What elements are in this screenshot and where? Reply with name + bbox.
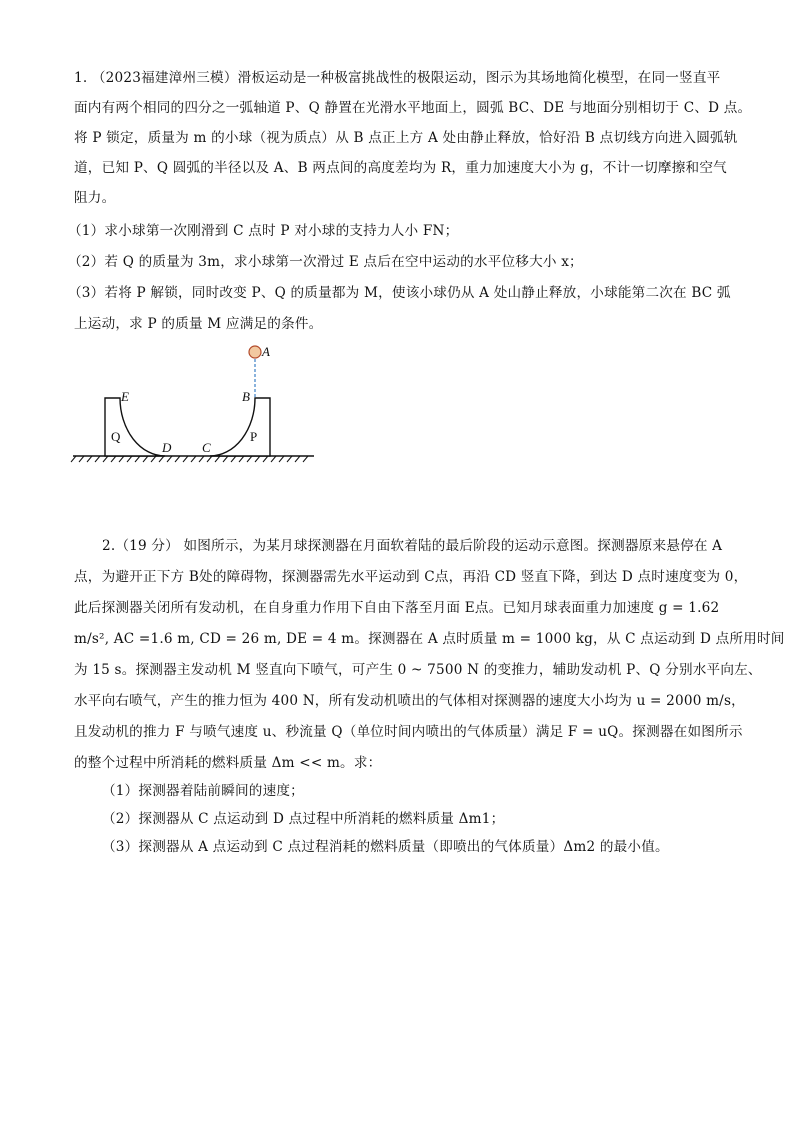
label-p: P bbox=[250, 429, 258, 444]
p1-question-2: （2）若 Q 的质量为 3m，求小球第一次滑过 E 点后在空中运动的水平位移大小 x； bbox=[68, 254, 583, 270]
label-d: D bbox=[162, 440, 172, 455]
p2-line-7: 且发动机的推力 F 与喷气速度 u、秒流量 Q（单位时间内喷出的气体质量）满足 F = uQ。探测器在如图所示 bbox=[74, 724, 743, 740]
p1-line-2: 面内有两个相同的四分之一弧轴道 P、Q 静置在光滑水平地面上，圆弧 BC、DE 与地面分别相切于 C、D 点。 bbox=[74, 100, 752, 116]
track-p bbox=[210, 398, 270, 456]
skate-track-figure bbox=[70, 340, 320, 470]
p1-line-4: 道，已知 P、Q 圆弧的半径以及 A、B 两点间的高度差均为 R，重力加速度大小为 g，不计一切摩擦和空气 bbox=[74, 160, 727, 176]
p2-line-8: 的整个过程中所消耗的燃料质量 Δm << m。求： bbox=[74, 755, 382, 771]
p1-line-9: 上运动，求 P 的质量 M 应满足的条件。 bbox=[74, 316, 323, 332]
p2-question-2: （2）探测器从 C 点运动到 D 点过程中所消耗的燃料质量 Δm1； bbox=[102, 811, 505, 827]
p1-question-1: （1）求小球第一次刚滑到 C 点时 P 对小球的支持力人小 FN； bbox=[68, 223, 459, 239]
p2-line-2: 点，为避开正下方 B处的障碍物，探测器需先水平运动到 C点，再沿 CD 竖直下降，到达 D 点时速度变为 0， bbox=[74, 569, 748, 585]
p2-line-5: 为 15 s。探测器主发动机 M 竖直向下喷气，可产生 0 ~ 7500 N 的变推力，辅助发动机 P、Q 分别水平向左、 bbox=[74, 662, 762, 678]
label-b: B bbox=[242, 389, 250, 404]
label-a: A bbox=[262, 344, 270, 359]
p2-line-6: 水平向右喷气，产生的推力恒为 400 N，所有发动机喷出的气体相对探测器的速度大小均为 u = 2000 m/s， bbox=[74, 693, 745, 709]
p2-question-1: （1）探测器着陆前瞬间的速度； bbox=[102, 783, 304, 799]
label-e: E bbox=[121, 389, 129, 404]
p1-line-5: 阻力。 bbox=[74, 190, 116, 206]
p1-line-3: 将 P 锁定，质量为 m 的小球（视为质点）从 B 点正上方 A 处由静止释放，恰好沿 B 点切线方向进入圆弧轨 bbox=[74, 130, 738, 146]
label-q: Q bbox=[111, 429, 121, 444]
label-c: C bbox=[202, 440, 211, 455]
p1-question-3: （3）若将 P 解锁，同时改变 P、Q 的质量都为 M，使该小球仍从 A 处山静止释放，小球能第二次在 BC 弧 bbox=[68, 285, 731, 301]
p2-line-3: 此后探测器关闭所有发动机，在自身重力作用下自由下落至月面 E点。已知月球表面重力加速度 g = 1.62 bbox=[74, 600, 720, 616]
p2-question-3: （3）探测器从 A 点运动到 C 点过程消耗的燃料质量（即喷出的气体质量）Δm2 的最小值。 bbox=[102, 839, 669, 855]
p1-line-1: 1. （2023福建漳州三模）滑板运动是一种极富挑战性的极限运动，图示为其场地简化模型，在同一竖直平 bbox=[74, 70, 721, 86]
ball-icon bbox=[249, 346, 261, 358]
p2-line-1: 2.（19 分） 如图所示，为某月球探测器在月面软着陆的最后阶段的运动示意图。探测器原来悬停在 A bbox=[102, 538, 723, 554]
track-q bbox=[105, 398, 165, 456]
p2-line-4: m/s², AC =1.6 m, CD = 26 m, DE = 4 m。探测器在 A 点时质量 m = 1000 kg，从 C 点运动到 D 点所用时间 bbox=[74, 631, 785, 647]
